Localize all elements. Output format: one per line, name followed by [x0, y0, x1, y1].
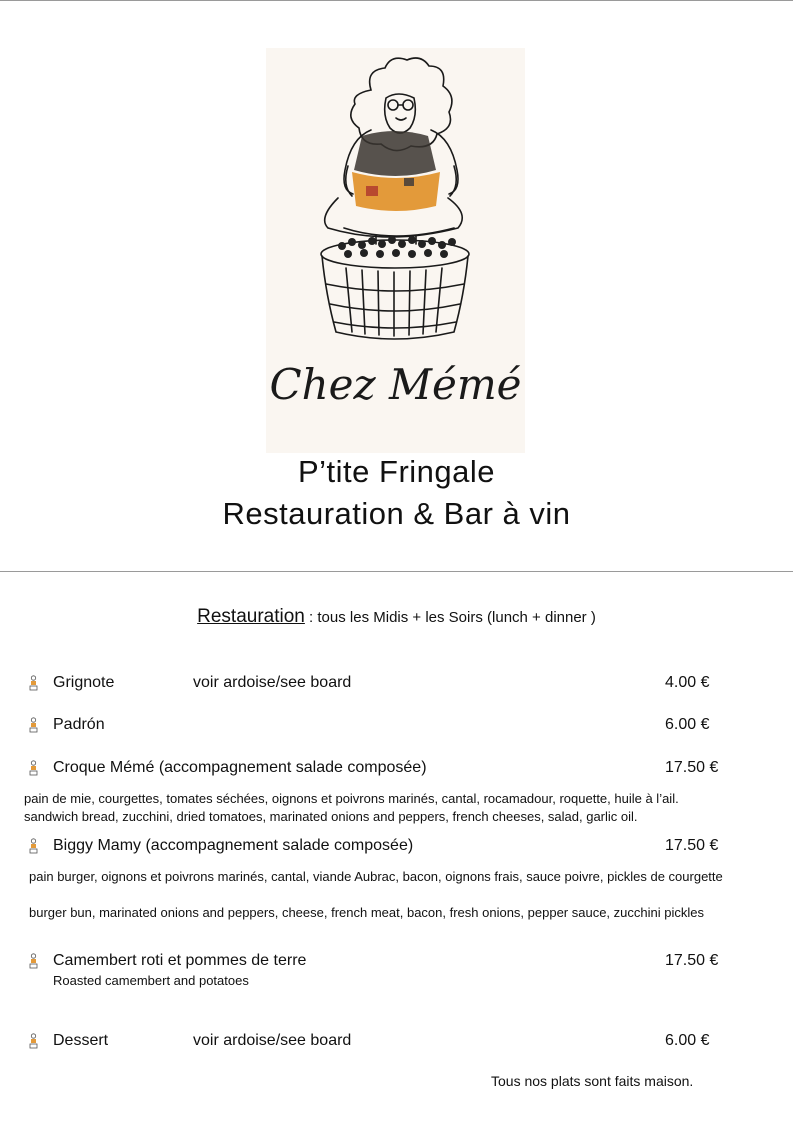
item-name: Croque Mémé (accompagnement salade composée) — [53, 759, 427, 776]
grandma-bullet-icon — [28, 717, 39, 733]
item-price: 17.50 € — [665, 759, 719, 776]
menu-item-grignote — [0, 674, 793, 696]
restauration-heading — [0, 606, 793, 628]
croque-description-en: sandwich bread, zucchini, dried tomatoes, marinated onions and peppers, french cheeses, salad, garlic oil. — [24, 809, 638, 824]
item-name: Camembert roti et pommes de terre — [53, 952, 307, 969]
top-divider — [0, 0, 793, 1]
menu-item-padron — [0, 716, 793, 738]
biggy-description-fr: pain burger, oignons et poivrons marinés, cantal, viande Aubrac, bacon, oignons frais, sauce poivre, pickles de courgette — [29, 869, 723, 884]
item-price: 17.50 € — [665, 952, 719, 969]
item-note: voir ardoise/see board — [193, 1032, 352, 1049]
item-name: Grignote — [53, 674, 115, 691]
grandma-bullet-icon — [28, 1033, 39, 1049]
biggy-description-en: burger bun, marinated onions and peppers, cheese, french meat, bacon, fresh onions, pepper sauce, zucchini pickles — [29, 905, 704, 920]
item-price: 4.00 € — [665, 674, 710, 691]
page-title-line1: P’tite Fringale — [297, 454, 496, 489]
grandma-bullet-icon — [28, 760, 39, 776]
homemade-footer-note: Tous nos plats sont faits maison. — [491, 1073, 694, 1089]
item-price: 17.50 € — [665, 837, 719, 854]
camembert-description-en: Roasted camembert and potatoes — [53, 973, 249, 988]
menu-item-biggy-mamy — [0, 837, 793, 859]
logo-script-text: Chez Mémé — [269, 360, 522, 409]
item-name: Dessert — [53, 1032, 109, 1049]
chez-meme-logo — [266, 48, 525, 453]
item-name: Biggy Mamy (accompagnement salade composée) — [53, 837, 414, 854]
item-price: 6.00 € — [665, 1032, 710, 1049]
page-title-line2: Restauration & Bar à vin — [222, 496, 571, 531]
restauration-hours: : tous les Midis + les Soirs (lunch + dinner ) — [304, 609, 596, 626]
item-note: voir ardoise/see board — [193, 674, 352, 691]
grandma-bullet-icon — [28, 675, 39, 691]
restauration-keyword: Restauration — [197, 606, 305, 627]
croque-description-fr: pain de mie, courgettes, tomates séchées, oignons et poivrons marinés, cantal, rocamadour, roquette, huile à l’ail. — [24, 791, 679, 806]
grandma-bullet-icon — [28, 953, 39, 969]
item-price: 6.00 € — [665, 716, 710, 733]
section-divider — [0, 571, 793, 572]
grandma-bullet-icon — [28, 838, 39, 854]
item-name: Padrón — [53, 716, 105, 733]
menu-item-camembert — [0, 952, 793, 974]
menu-item-dessert — [0, 1032, 793, 1054]
menu-item-croque-meme — [0, 759, 793, 781]
